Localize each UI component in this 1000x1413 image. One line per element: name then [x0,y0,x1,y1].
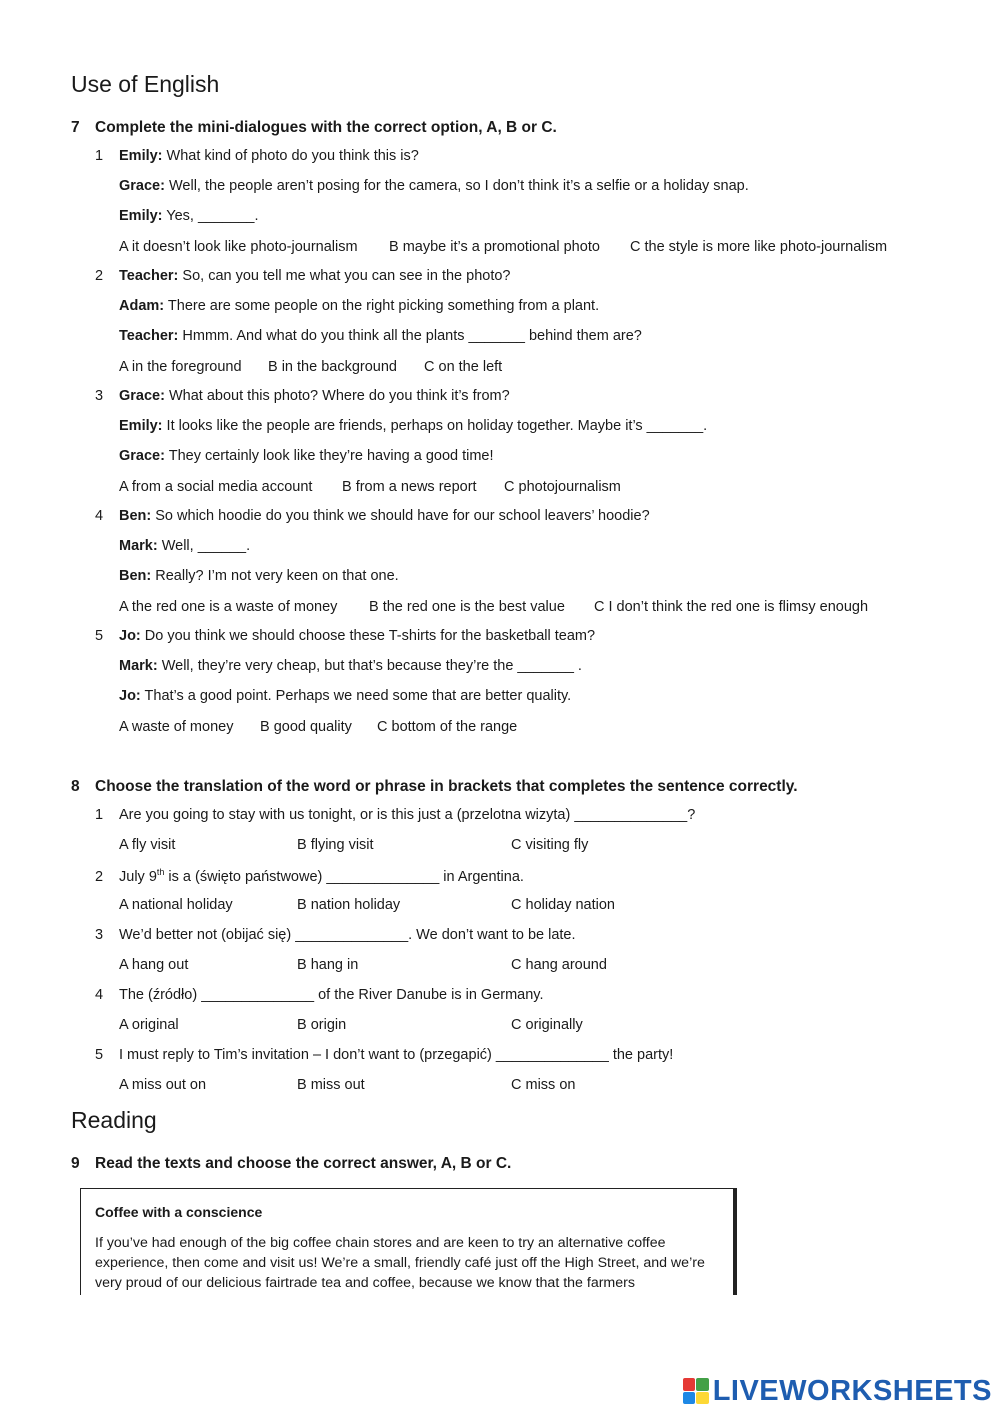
answer-option[interactable]: B nation holiday [297,897,401,913]
dialogue-text: It looks like the people are friends, perhaps on holiday together. Maybe it’s _______. [162,418,708,434]
reading-text-title: Coffee with a conscience [95,1204,263,1220]
question-number: 1 [95,807,104,823]
speaker-name: Grace: [119,388,165,404]
reading-text-paragraph: If you’ve had enough of the big coffee chain stores and are keen to try an alternative coffee experience, then come and visit us! We’re a small, friendly café just off the High Street, and we’re very proud of our delicious fairtrade tea and coffee, because we know that the farmers [95,1235,705,1291]
task-text: Complete the mini-dialogues with the correct option, A, B or C. [95,119,557,136]
dialogue-text: What about this photo? Where do you think it’s from? [164,388,510,404]
question-number: 4 [95,508,104,524]
task-text: Read the texts and choose the correct answer, A, B or C. [95,1155,512,1172]
dialogue-line [119,178,749,194]
dialogue-text: Well, ______. [157,538,251,554]
question-number: 5 [95,1047,104,1063]
sentence-text: I must reply to Tim’s invitation – I don’t want to (przegapić) ______________ the party! [119,1047,674,1063]
dialogue-text: So, can you tell me what you can see in the photo? [178,268,511,284]
speaker-name: Teacher: [119,328,179,344]
sentence-text: The (źródło) ______________ of the River Danube is in Germany. [119,987,544,1003]
dialogue-text: Well, they’re very cheap, but that’s because they’re the _______ . [157,658,582,674]
speaker-name: Adam: [119,298,165,314]
answer-option[interactable]: B origin [297,1017,347,1033]
answer-option[interactable]: B maybe it’s a promotional photo [389,239,600,255]
task-number: 9 [71,1155,80,1172]
answer-option[interactable]: B good quality [260,719,352,735]
speaker-name: Mark: [119,538,158,554]
answer-option[interactable]: C visiting fly [511,837,589,853]
answer-option[interactable]: A original [119,1017,179,1033]
answer-option[interactable]: C originally [511,1017,583,1033]
speaker-name: Emily: [119,208,163,224]
logo-badge-cell [696,1392,709,1405]
logo-badge-cell [696,1378,709,1391]
answer-option[interactable]: C holiday nation [511,897,615,913]
question-number: 3 [95,388,104,404]
dialogue-line [119,298,599,314]
speaker-name: Grace: [119,178,165,194]
dialogue-line [119,448,494,464]
answer-option[interactable]: C the style is more like photo-journalism [630,239,888,255]
sentence-text: Are you going to stay with us tonight, or is this just a (przelotna wizyta) ______________? [119,807,696,823]
dialogue-text: Yes, _______. [162,208,259,224]
speaker-name: Ben: [119,568,152,584]
section-heading-reading: Reading [71,1107,157,1133]
question-number: 4 [95,987,104,1003]
answer-option[interactable]: A it doesn’t look like photo-journalism [119,239,358,255]
task-7-instruction [71,119,557,137]
dialogue-line [95,508,650,524]
answer-option[interactable]: A miss out on [119,1077,207,1093]
answer-option[interactable]: A hang out [119,957,189,973]
answer-option[interactable]: C on the left [424,359,503,375]
dialogue-text: What kind of photo do you think this is? [162,148,419,164]
task-number: 8 [71,778,80,795]
speaker-name: Jo: [119,688,141,704]
answer-option[interactable]: A waste of money [119,719,234,735]
dialogue-text: So which hoodie do you think we should have for our school leavers’ hoodie? [151,508,650,524]
liveworksheets-logo [683,1374,992,1408]
speaker-name: Emily: [119,148,163,164]
answer-option[interactable]: C miss on [511,1077,576,1093]
answer-option[interactable]: B in the background [268,359,397,375]
task-number: 7 [71,119,80,136]
dialogue-line [119,688,571,704]
ordinal-suffix: th [156,867,165,877]
answer-option[interactable]: C I don’t think the red one is flimsy enough [594,599,869,615]
dialogue-text: That’s a good point. Perhaps we need some that are better quality. [140,688,572,704]
sentence-text: July 9 [119,868,157,885]
dialogue-line [95,268,510,284]
dialogue-text: There are some people on the right picking something from a plant. [164,298,600,314]
answer-option[interactable]: A in the foreground [119,359,242,375]
answer-option[interactable]: B miss out [297,1077,365,1093]
answer-option[interactable]: C bottom of the range [377,719,518,735]
dialogue-line [119,328,642,344]
answer-option[interactable]: A the red one is a waste of money [119,599,338,615]
question-number: 1 [95,148,104,164]
question-number: 3 [95,927,104,943]
dialogue-line [119,418,707,434]
translation-sentence [95,927,576,943]
dialogue-text: Really? I’m not very keen on that one. [151,568,399,584]
answer-option[interactable]: C hang around [511,957,607,973]
dialogue-line [119,538,250,554]
logo-badge-icon [683,1378,709,1404]
translation-sentence [95,1047,673,1063]
logo-badge-cell [683,1378,696,1391]
answer-option[interactable]: A fly visit [119,837,176,853]
speaker-name: Teacher: [119,268,179,284]
dialogue-line [95,628,595,644]
speaker-name: Grace: [119,448,165,464]
task-8-instruction [71,778,798,796]
dialogue-text: Hmmm. And what do you think all the plants _______ behind them are? [178,328,642,344]
dialogue-line [119,208,258,224]
speaker-name: Mark: [119,658,158,674]
translation-sentence [95,807,695,823]
dialogue-text: Well, the people aren’t posing for the camera, so I don’t think it’s a selfie or a holiday snap. [164,178,749,194]
question-number: 2 [95,268,104,284]
translation-sentence [95,867,524,885]
task-text: Choose the translation of the word or phrase in brackets that completes the sentence correctly. [95,778,798,795]
sentence-text: We’d better not (obijać się) ______________. We don’t want to be late. [119,927,576,943]
speaker-name: Ben: [119,508,152,524]
sentence-text: is a (święto państwowe) ______________ in Argentina. [164,868,524,885]
answer-option[interactable]: C photojournalism [504,479,621,495]
dialogue-text: Do you think we should choose these T-shirts for the basketball team? [140,628,596,644]
section-heading-use-of-english: Use of English [71,71,220,97]
reading-text-box [80,1188,737,1295]
dialogue-line [119,568,399,584]
logo-wordmark: LIVEWORKSHEETS [712,1374,992,1407]
dialogue-line [119,658,582,674]
answer-option[interactable]: B hang in [297,957,359,973]
question-number: 2 [95,868,104,885]
answer-option[interactable]: B from a news report [342,479,477,495]
task-9-instruction [71,1155,511,1173]
dialogue-line [95,388,510,404]
translation-sentence [95,987,544,1003]
speaker-name: Emily: [119,418,163,434]
answer-option[interactable]: A national holiday [119,897,233,913]
answer-option[interactable]: B flying visit [297,837,374,853]
answer-option[interactable]: A from a social media account [119,479,313,495]
answer-option[interactable]: B the red one is the best value [369,599,565,615]
speaker-name: Jo: [119,628,141,644]
logo-badge-cell [683,1392,696,1405]
question-number: 5 [95,628,104,644]
dialogue-text: They certainly look like they’re having a good time! [164,448,494,464]
dialogue-line [95,148,419,164]
